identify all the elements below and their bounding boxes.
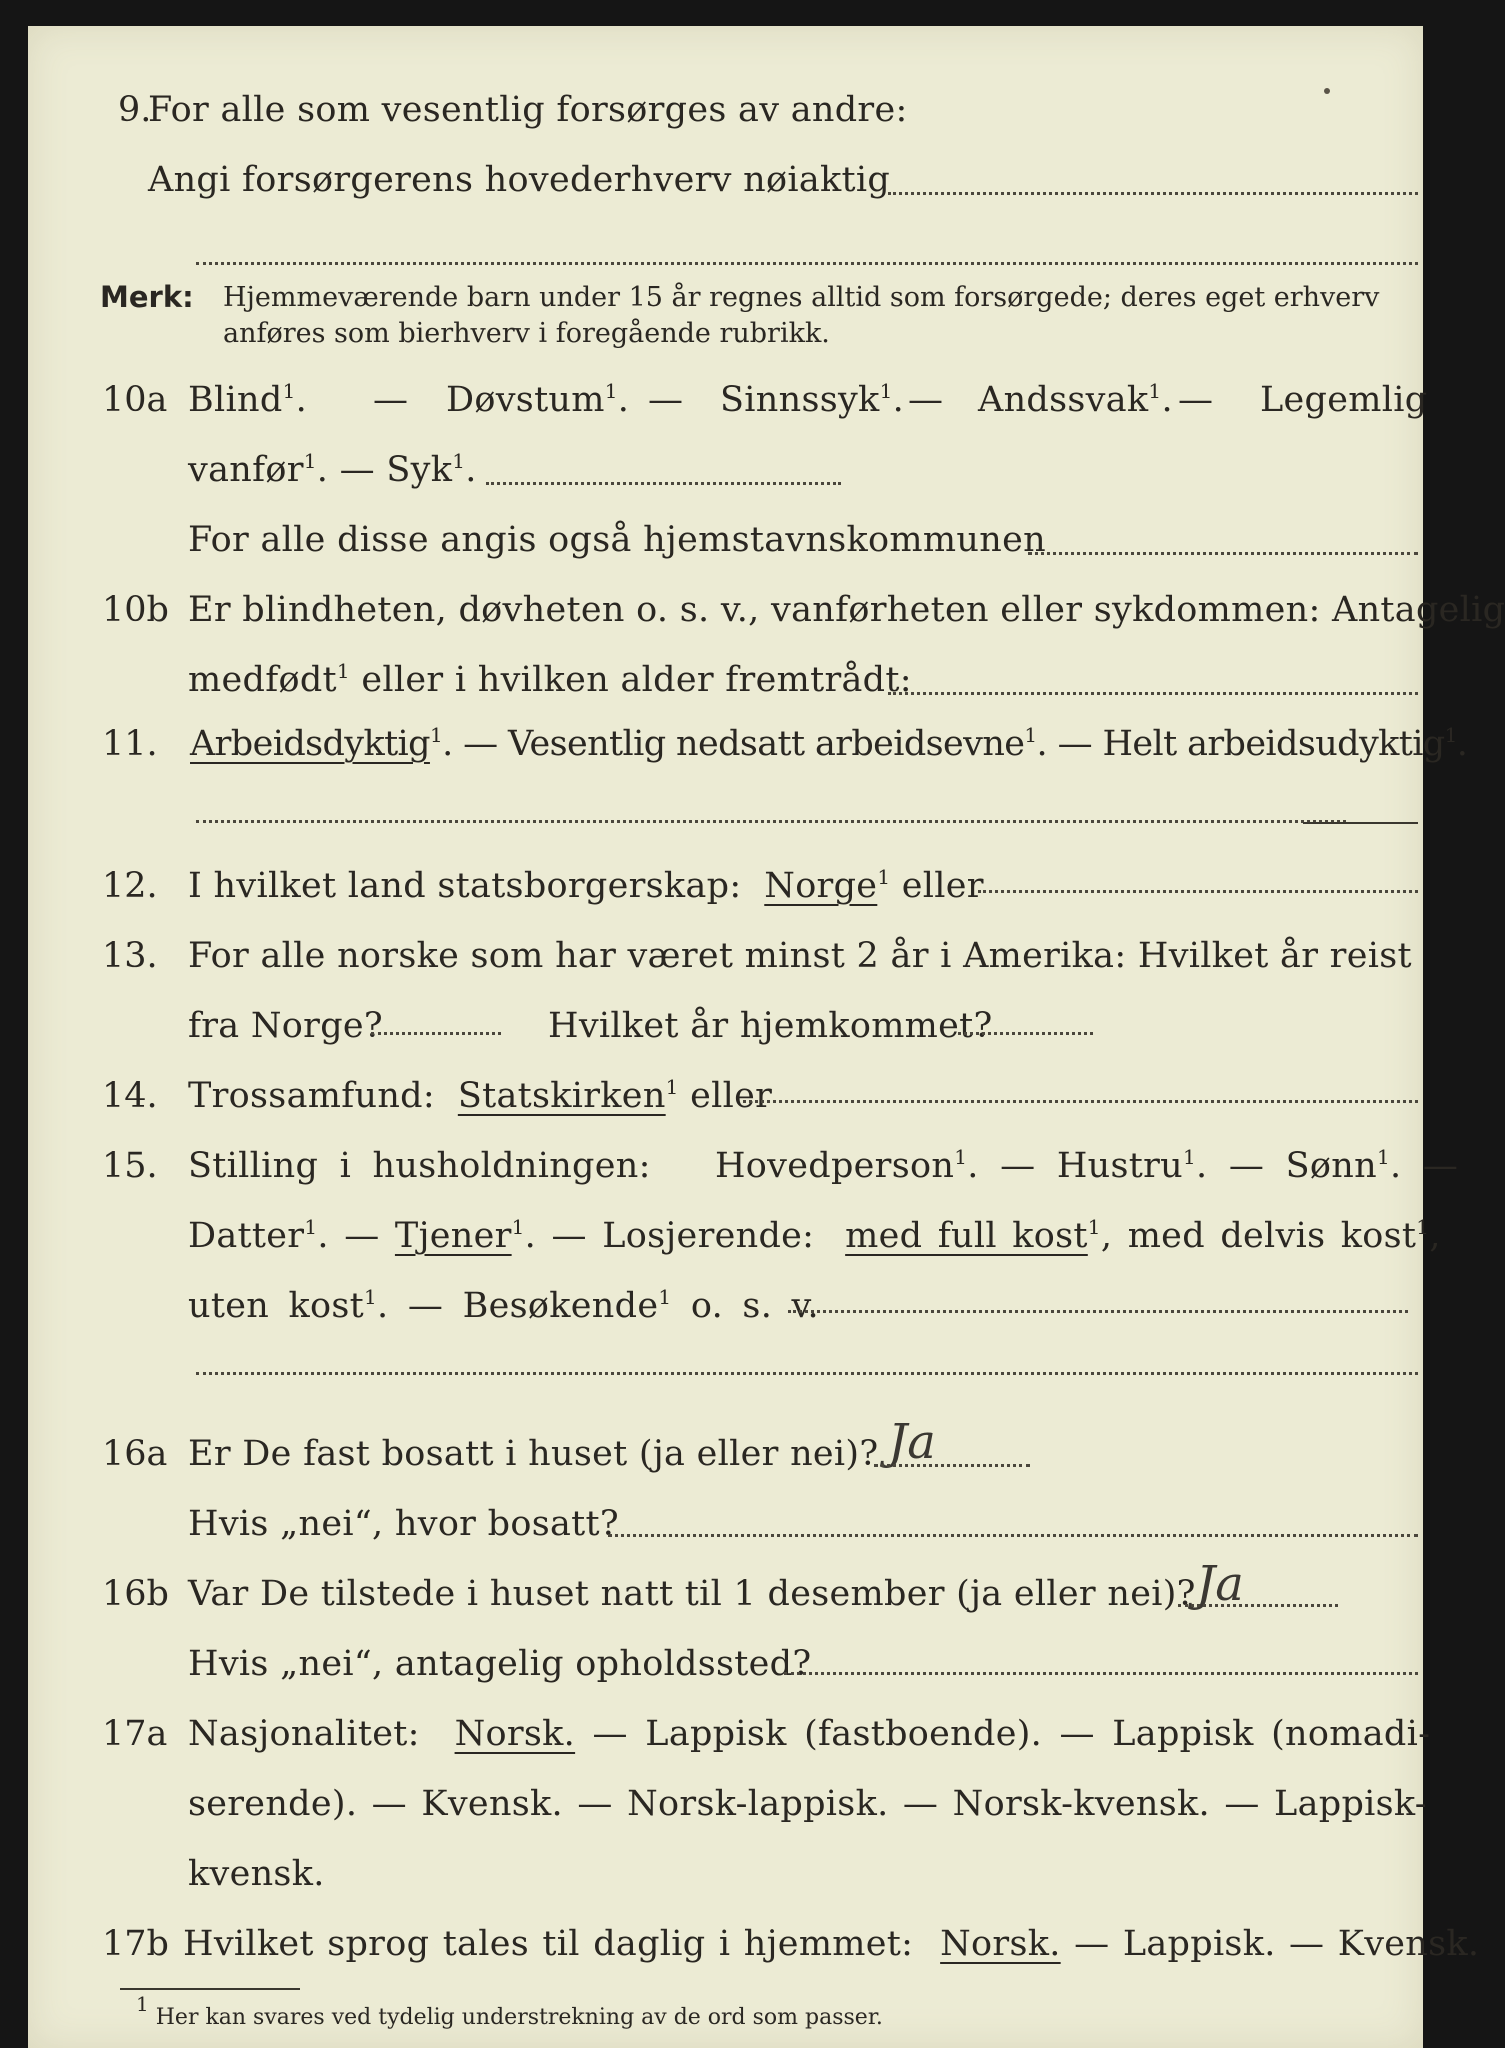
item-number: 16b [102, 1574, 169, 1614]
q17b-line: Hvilket sprog tales til daglig i hjemmet: Norsk. — Lappisk. — Kvensk. [183, 1924, 1480, 1964]
q16b-line1: Var De tilstede i huset natt til 1 desember (ja eller nei)? [188, 1574, 1196, 1614]
q11-text: Arbeidsdyktig$^1$. — Vesentlig nedsatt arbeidsevne$^1$. — Helt arbeidsudyktig$^1$. [190, 723, 1468, 764]
item-number: 17b [102, 1924, 169, 1964]
q17a-line2: serende). — Kvensk. — Norsk-lappisk. — Norsk-kvensk. — Lappisk- [188, 1784, 1427, 1824]
q10a-dash: — [648, 380, 684, 420]
item-number: 10a [102, 380, 168, 420]
footnote: $^1$ Her kan svares ved tydelig understrekning av de ord som passer. [136, 1992, 883, 2030]
item-number: 10b [102, 590, 169, 630]
item-number: 15. [102, 1146, 158, 1186]
q10a-legemlig: Legemlig [1260, 380, 1428, 420]
q10a-blind: Blind$^1$. [188, 379, 308, 420]
item-number: 13. [102, 936, 158, 976]
item-number: 11. [102, 724, 158, 764]
q14-text: Trossamfund: Statskirken$^1$ eller [188, 1075, 773, 1116]
q16b-line2: Hvis „nei“, antagelig opholdssted? [188, 1644, 812, 1684]
q13-hjemkommet: Hvilket år hjemkommet? [548, 1006, 993, 1046]
q17a-line1: Nasjonalitet: Norsk. — Lappisk (fastboende). — Lappisk (nomadi- [188, 1714, 1431, 1754]
q15-line1: Stilling i husholdningen: Hovedperson$^1$. — Hustru$^1$. — Sønn$^1$. — [188, 1145, 1459, 1186]
answer-line[interactable] [608, 1534, 1418, 1537]
handwritten-answer: Ja [1196, 1556, 1244, 1612]
answer-line[interactable] [978, 890, 1418, 893]
q10a-vanfor: vanfør$^1$. — Syk$^1$. [188, 449, 477, 490]
answer-line[interactable] [874, 1464, 1030, 1467]
q9-line2: Angi forsørgerens hovederhverv nøiaktig [148, 160, 891, 200]
q10a-dash: — [1178, 380, 1214, 420]
q10a-andssvak: Andssvak$^1$. [978, 379, 1173, 420]
q10a-dash: — [373, 380, 409, 420]
q13-line1: For alle norske som har været minst 2 år i Amerika: Hvilket år reist [188, 936, 1412, 976]
q13-fra-norge: fra Norge? [188, 1006, 383, 1046]
q17a-line3: kvensk. [188, 1854, 325, 1894]
q10b-line2: medfødt$^1$ eller i hvilken alder fremtrådt: [188, 659, 912, 700]
answer-line[interactable] [1028, 552, 1418, 555]
answer-line[interactable] [486, 482, 841, 485]
q15-line2: Datter$^1$. — Tjener$^1$. — Losjerende: med full kost$^1$, med delvis kost$^1$, [188, 1215, 1441, 1256]
q15-line3: uten kost$^1$. — Besøkende$^1$ o. s. v. [188, 1285, 819, 1326]
answer-line[interactable] [958, 1032, 1093, 1035]
merk-line1: Hjemmeværende barn under 15 år regnes alltid som forsørgede; deres eget erhverv [223, 282, 1380, 313]
answer-line[interactable] [788, 1310, 1408, 1313]
item-number: 12. [102, 866, 158, 906]
q16a-line1: Er De fast bosatt i huset (ja eller nei)? [188, 1434, 879, 1474]
answer-line[interactable] [743, 1100, 1418, 1103]
census-form-page [28, 26, 1505, 2048]
pen-line [1303, 822, 1418, 824]
answer-line[interactable] [784, 1672, 1418, 1675]
merk-label: Merk: [100, 280, 194, 314]
answer-line[interactable] [196, 1372, 1418, 1375]
paper-speck [1324, 88, 1330, 94]
q10a-dovstum: Døvstum$^1$. [446, 379, 630, 420]
item-number: 16a [102, 1434, 168, 1474]
answer-line[interactable] [888, 692, 1418, 695]
answer-line[interactable] [196, 262, 1418, 265]
answer-line[interactable] [888, 192, 1418, 195]
q10a-sinnssyk: Sinnssyk$^1$. [720, 379, 905, 420]
q9-line1: For alle som vesentlig forsørges av andre: [148, 90, 908, 130]
item-number: 17a [102, 1714, 168, 1754]
q10b-line1: Er blindheten, døvheten o. s. v., vanførheten eller sykdommen: Antagelig [188, 590, 1505, 630]
q12-text: I hvilket land statsborgerskap: Norge$^1$ eller [188, 865, 984, 906]
footnote-rule [120, 1988, 300, 1990]
q10a-line3: For alle disse angis også hjemstavnskommunen [188, 520, 1046, 560]
merk-line2: anføres som bierhverv i foregående rubrikk. [223, 318, 830, 349]
answer-line[interactable] [1178, 1604, 1338, 1607]
q16a-line2: Hvis „nei“, hvor bosatt? [188, 1504, 619, 1544]
answer-line[interactable] [371, 1032, 501, 1035]
item-number: 9. [118, 90, 152, 130]
answer-line[interactable] [196, 820, 1346, 823]
item-number: 14. [102, 1076, 158, 1116]
q10a-dash: — [908, 380, 944, 420]
handwritten-answer: Ja [888, 1414, 936, 1470]
